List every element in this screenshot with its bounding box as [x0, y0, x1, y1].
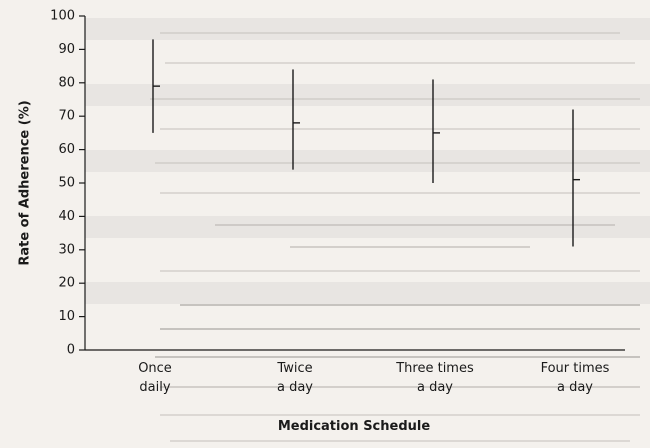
x-tick-label: daily — [139, 380, 171, 395]
bleed-line — [160, 270, 640, 272]
bleed-line — [215, 224, 615, 226]
y-tick-label: 90 — [58, 41, 75, 57]
y-tick-label: 10 — [58, 309, 75, 325]
y-tick-label: 70 — [58, 108, 75, 124]
y-tick-label: 30 — [58, 242, 75, 258]
y-tick-label: 20 — [58, 275, 75, 291]
x-tick-label: Three times — [396, 361, 474, 376]
bleed-line — [180, 304, 640, 306]
bleed-line — [160, 414, 640, 416]
shade-band — [85, 150, 650, 172]
shade-band — [85, 282, 650, 304]
bleed-line — [155, 356, 640, 358]
bleed-line — [290, 246, 530, 248]
y-axis-title: Rate of Adherence (%) — [17, 100, 33, 266]
y-tick-label: 80 — [58, 75, 75, 91]
bleed-line — [160, 328, 640, 330]
shade-band — [85, 18, 650, 40]
bleed-line — [160, 192, 640, 194]
x-tick-label: Twice — [277, 361, 313, 376]
bleed-line — [160, 128, 640, 130]
y-tick-label: 100 — [50, 8, 75, 24]
bleed-line — [165, 62, 635, 64]
x-tick-label: a day — [556, 380, 594, 395]
y-tick-label: 60 — [58, 142, 75, 158]
x-tick-label: a day — [276, 380, 314, 395]
x-tick-label: Four times — [540, 361, 610, 376]
y-tick-label: 0 — [66, 342, 75, 358]
shade-band — [85, 84, 650, 106]
x-axis-title: Medication Schedule — [277, 419, 431, 434]
bleed-line — [150, 98, 640, 100]
x-tick-label: Once — [138, 361, 172, 376]
y-tick-label: 50 — [58, 175, 75, 191]
y-tick-label: 40 — [58, 208, 75, 224]
bleed-line — [160, 32, 620, 34]
x-tick-label: a day — [416, 380, 454, 395]
shade-band — [85, 216, 650, 238]
bleed-line — [155, 162, 640, 164]
bleed-line — [170, 440, 630, 442]
